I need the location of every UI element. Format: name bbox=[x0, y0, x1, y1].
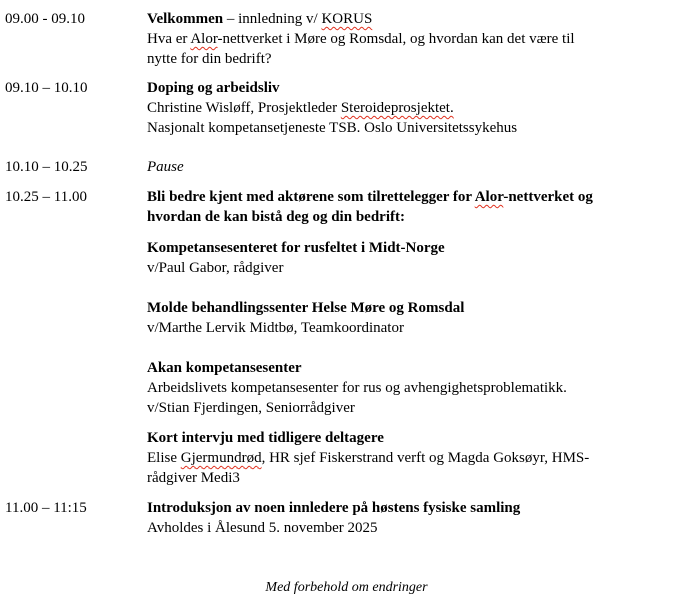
item-text-alor: Alor bbox=[190, 31, 218, 47]
item-text-project: Steroideprosjektet. bbox=[340, 100, 454, 116]
time-slot-2: 09.10 – 10.10 bbox=[5, 80, 88, 96]
sub-item-interview bbox=[147, 428, 682, 488]
item-title: hvordan de kan bistå deg og din bedrift: bbox=[147, 209, 405, 225]
agenda-item-intro bbox=[147, 498, 682, 538]
sub-item-title: Kompetansesenteret for rusfeltet i Midt-Norge bbox=[147, 240, 445, 256]
time-slot-4: 10.25 – 11.00 bbox=[5, 189, 87, 205]
time-slot-3: 10.10 – 10.25 bbox=[5, 159, 88, 175]
item-text: Nasjonalt kompetansetjeneste TSB. Oslo Universitetssykehus bbox=[147, 120, 518, 136]
agenda-item-pause: Pause bbox=[147, 159, 184, 175]
footer-disclaimer: Med forbehold om endringer bbox=[265, 580, 428, 595]
item-title: Velkommen bbox=[147, 11, 224, 27]
sub-item-text: v/Stian Fjerdingen, Seniorrådgiver bbox=[147, 400, 355, 416]
sub-item-title: Molde behandlingssenter Helse Møre og Romsdal bbox=[147, 300, 465, 316]
item-text: -nettverket i Møre og Romsdal, og hvordan kan det være til bbox=[217, 31, 575, 47]
sub-item-text: Arbeidslivets kompetansesenter for rus og avhengighetsproblematikk. bbox=[147, 380, 567, 396]
sub-item-text: rådgiver Medi3 bbox=[147, 470, 240, 486]
item-title: -nettverket og bbox=[503, 189, 593, 205]
sub-item-akan bbox=[147, 358, 682, 418]
sub-item-text: Elise bbox=[147, 450, 181, 466]
sub-item-text: v/Marthe Lervik Midtbø, Teamkoordinator bbox=[147, 320, 404, 336]
sub-item-title: Akan kompetansesenter bbox=[147, 360, 302, 376]
sub-item-kompetansesenteret bbox=[147, 238, 682, 278]
time-slot-1: 09.00 - 09.10 bbox=[5, 11, 85, 27]
time-slot-5: 11.00 – 11:15 bbox=[5, 500, 87, 516]
item-title-alor: Alor bbox=[474, 189, 504, 205]
sub-item-text-name: Gjermundrød bbox=[180, 450, 262, 466]
agenda-item-actors bbox=[147, 187, 682, 227]
agenda-item-welcome bbox=[147, 9, 682, 69]
item-title-rest: – innledning v/ bbox=[223, 11, 322, 27]
item-text: Hva er bbox=[147, 31, 191, 47]
item-title-korus: KORUS bbox=[321, 11, 373, 27]
sub-item-title: Kort intervju med tidligere deltagere bbox=[147, 430, 384, 446]
sub-item-text: v/Paul Gabor, rådgiver bbox=[147, 260, 284, 276]
agenda-item-doping bbox=[147, 78, 682, 138]
item-text: Christine Wisløff, Prosjektleder bbox=[147, 100, 341, 116]
sub-item-molde bbox=[147, 298, 682, 338]
item-title: Doping og arbeidsliv bbox=[147, 80, 280, 96]
item-title: Bli bedre kjent med aktørene som tilrettelegger for bbox=[147, 189, 475, 205]
item-title: Introduksjon av noen innledere på høstens fysiske samling bbox=[147, 500, 521, 516]
item-text: Avholdes i Ålesund 5. november 2025 bbox=[147, 520, 378, 536]
item-text: nytte for din bedrift? bbox=[147, 51, 272, 67]
sub-item-text: , HR sjef Fiskerstrand verft og Magda Goksøyr, HMS- bbox=[261, 450, 590, 466]
